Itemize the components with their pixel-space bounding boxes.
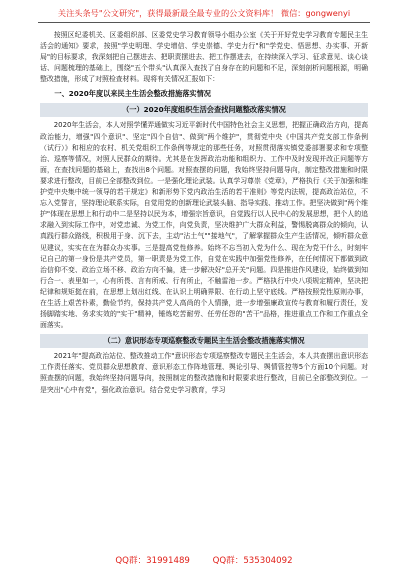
top-banner: 关注头条号"公文研究"，获得最新最全最专业的公文资料库！ 微信：gongwenyi <box>57 8 351 18</box>
subsection-heading-2: （二）意识形态专项巡察整改专题民主生活会整改措施落实情况 <box>40 334 368 348</box>
subsection-heading-1: （一）2020年度组织生活会查找问题整改落实情况 <box>40 103 368 117</box>
banner-divider <box>38 22 370 23</box>
footer-qq-group-2: QQ群：535304092 <box>212 556 293 566</box>
footer-contact <box>0 554 408 568</box>
intro-paragraph: 按照区纪委机关、区委组织部、区委党史学习教育领导小组办公室《关于开好党史学习教育专题民主生活会的通知》要求，按照"学史明理、学史增信、学史崇德、学史力行"和"学党史、悟思想、办实事、开新局"的目标要求，我深刻把自己摆进去、把职责摆进去、把工作摆进去，在持续深入学习、征求意见、谈心谈话、问题梳理的基础上，围绕"五个带头"认真深入查找了自身存在的问题和不足，深刻剖析问题根源，明确整改措施，形成了对照检查材料。现将有关情况汇报如下： <box>40 31 368 84</box>
footer-qq-group-1: QQ群：31991489 <box>115 556 190 566</box>
document-body <box>40 30 368 544</box>
section-heading: 一、2020年度以来民主生活会整改措施落实情况 <box>54 89 211 99</box>
section2-paragraph: 2021年"提高政治站位、整改推动工作"意识形态专项巡察整改专题民主生活会，本人共查摆出意识形态工作责任落实、党员群众思想教育、意识形态工作阵地管理、舆论引导、舆情管控等5个方面10个问题。对照查摆的问题，我始终坚持问题导向，按照制定的整改措施和时限要求进行整改，目前已全部整改到位。一是突出"心中有党"，强化政治意识。结合党史学习教育，学习 <box>40 352 368 394</box>
section1-paragraph: 2020年生活会，本人对照学懂弄通做实习近平新时代中国特色社会主义思想，把握正确政治方向，提高政治能力，增强"四个意识"、坚定"四个自信"、做到"两个维护"，贯彻党中央《中国共产党支部工作条例（试行）》和相应的农村、机关党组织工作条例等规定的那些任务，对照贯彻落实镇党委部署要求和专项整治、巡察等情况，对照人民群众的期待。尤其是在发挥政治功能和组织力、工作中及时发现并改正问题等方面，在查找问题的基础上，查找出8个问题。对照查摆的问题，我始终坚持问题导向，制定整改措施和时限要求进行整改，目前已全部整改到位。一是强化理论武装。认真学习尊崇《党章》，严格执行《关于加强和维护党中央集中统一领导的若干规定》和新形势下党内政治生活的若干准则》等党内法规，提高政治站位，不忘入党誓言，坚持理论联系实际，自觉用党的创新理论武装头脑、指导实践、推动工作。把坚决做到"两个维护"体现在思想上和行动中二是坚持以民为本，增强宗旨意识，自觉践行以人民中心的发展思想，把个人的追求融入到实际工作中，对党忠诚、为党工作，向党负责，坚决维护广大群众利益，警惕脱离群众的倾向，认真践行群众路线，积极用于身、沉下去，主动"沾土气""接地气"，了解掌握群众生产生活情况，倾听群众意见建议，实实在在为群众办实事。三是提高党性修养。始终不忘当初入党为什么、现在为党干什么，时刻牢记自己的第一身份是共产党员，第一职责是为党工作，自觉在实践中加强党性修养，在任何情况下都做到政治信仰不变、政治立场不移、政治方向不偏，进一步解决好"总开关"问题。四是推进作风建设，始终做到知行合一、表里如一，心有所畏、言有所戒、行有所止，不触雷池一步。严格执行中央八项规定精神，坚决把纪律和规矩挺在前，在思想上划出红线、在认识上明确界限、在行动上坚守底线。严格按照党性原则办事，在生活上艰苦朴素，勤俭节约，保持共产党人高尚的个人情操，进一步增强廉政宣传与教育和履行责任，发扬脚踏实地、务求实效的"实干"精神，锤炼吃苦耐劳、任劳任怨的"苦干"品格，推进重点工作和工作重点全面落实。 <box>40 121 368 330</box>
